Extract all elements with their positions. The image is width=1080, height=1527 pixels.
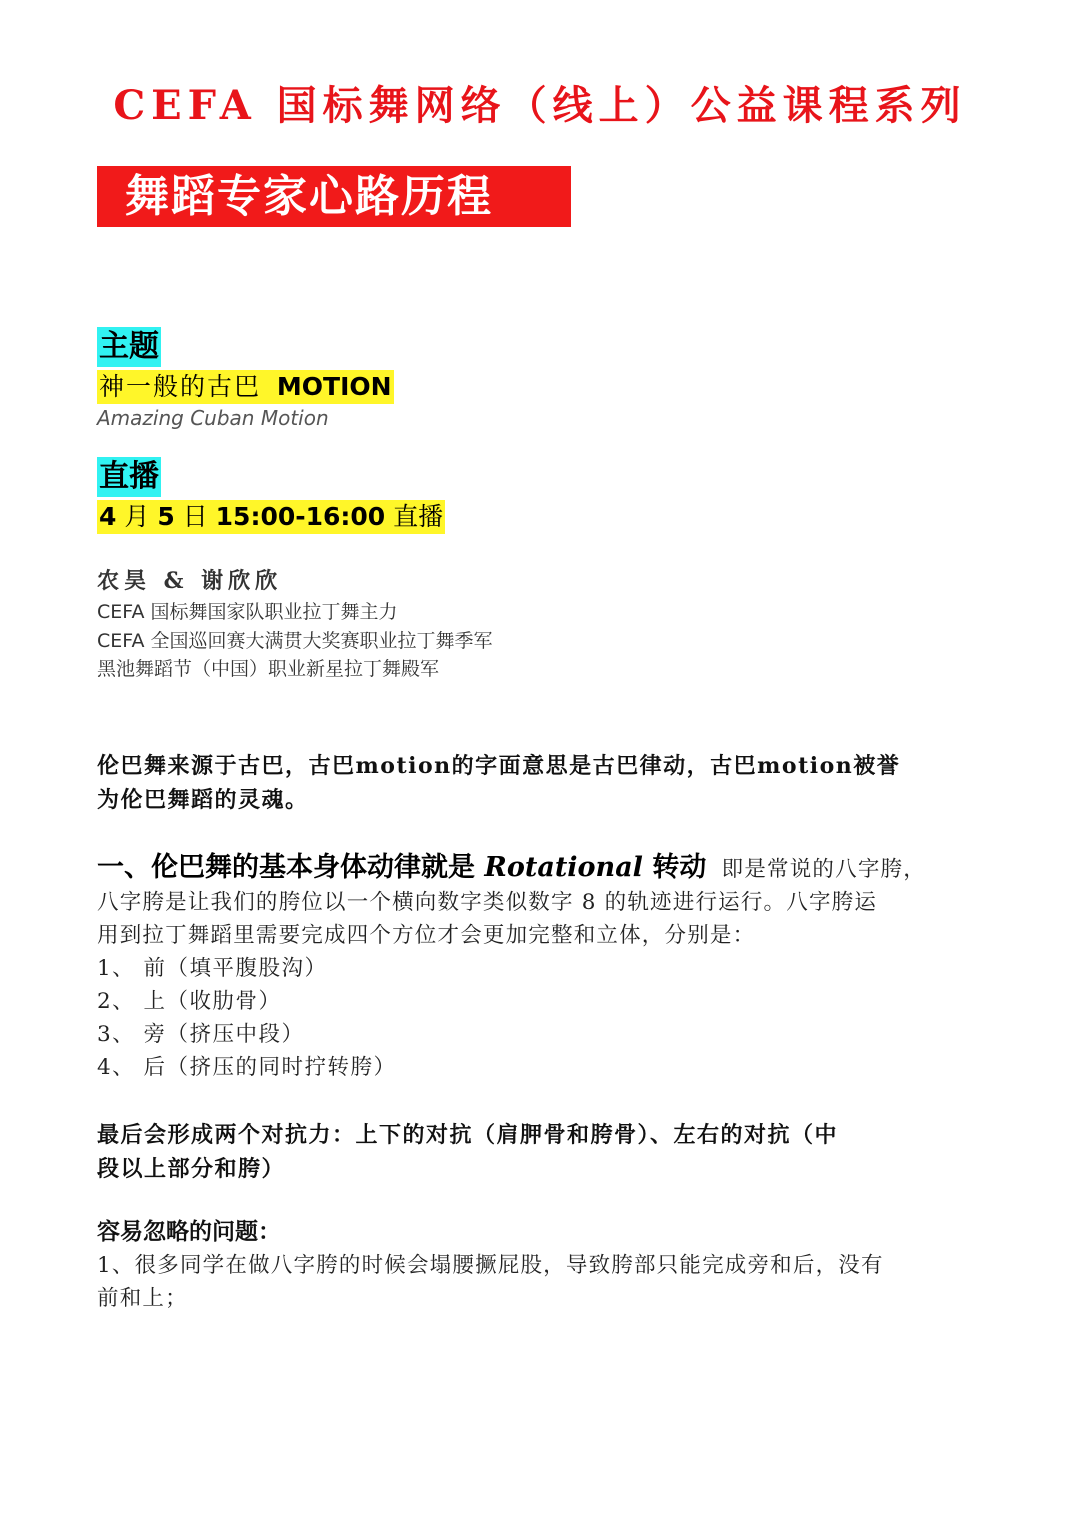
section1-body-line: 八字胯是让我们的胯位以一个横向数字类似数字 8 的轨迹进行运行。八字胯运	[97, 890, 878, 915]
instructor-credentials	[97, 598, 493, 684]
live-time: 15:00-16:00	[215, 502, 386, 531]
issues-heading: 容易忽略的问题：	[97, 1219, 281, 1245]
live-day-unit: 日	[182, 502, 208, 531]
list-item: 1、 前（填平腹股沟）	[97, 956, 328, 981]
topic-title-cn: 神一般的古巴	[99, 372, 262, 401]
list-item: 3、 旁（挤压中段）	[97, 1022, 305, 1047]
issue-item	[97, 1249, 884, 1315]
list-item: 2、 上（收肋骨）	[97, 989, 282, 1014]
topic-title-en: MOTION	[276, 372, 392, 401]
section1-body	[97, 886, 877, 952]
issue-line: 前和上；	[97, 1286, 188, 1311]
credential-line: CEFA 国标舞国家队职业拉丁舞主力	[97, 601, 398, 623]
list-item: 4、 后（挤压的同时拧转胯）	[97, 1055, 397, 1080]
section1-heading-line	[97, 848, 926, 891]
live-month: 4	[99, 502, 117, 531]
intro-line: 为伦巴舞蹈的灵魂。	[97, 787, 309, 813]
live-datetime	[97, 500, 445, 534]
conclusion-paragraph	[97, 1118, 838, 1186]
conclusion-line: 最后会形成两个对抗力：上下的对抗（肩胛骨和胯骨）、左右的对抗（中	[97, 1122, 839, 1148]
topic-label: 主题	[97, 327, 161, 367]
topic-subtitle-en: Amazing Cuban Motion	[97, 406, 329, 430]
section1-heading-suffix: 转动	[652, 852, 707, 883]
live-suffix: 直播	[393, 502, 444, 531]
instructor-names: 农昊 & 谢欣欣	[97, 568, 283, 594]
section1-inline-text: 即是常说的八字胯，	[721, 857, 926, 882]
section1-body-line: 用到拉丁舞蹈里需要完成四个方位才会更加完整和立体，分别是：	[97, 923, 756, 948]
section1-heading-en: Rotational	[484, 852, 643, 883]
section1-heading-prefix: 一、伦巴舞的基本身体动律就是	[97, 852, 475, 883]
banner-title: 舞蹈专家心路历程	[97, 166, 571, 227]
topic-title	[97, 370, 394, 404]
directions-list	[97, 952, 397, 1084]
issue-line: 1、很多同学在做八字胯的时候会塌腰撅屁股，导致胯部只能完成旁和后，没有	[97, 1253, 884, 1278]
credential-line: CEFA 全国巡回赛大满贯大奖赛职业拉丁舞季军	[97, 629, 493, 652]
live-label: 直播	[97, 457, 161, 497]
series-title: CEFA 国标舞网络（线上）公益课程系列	[113, 82, 967, 129]
intro-line: 伦巴舞来源于古巴，古巴motion的字面意思是古巴律动，古巴motion被誉	[97, 753, 901, 779]
intro-paragraph	[97, 749, 900, 817]
credential-line: 黑池舞蹈节（中国）职业新星拉丁舞殿军	[97, 658, 440, 680]
live-month-unit: 月	[124, 502, 150, 531]
conclusion-line: 段以上部分和胯）	[97, 1156, 286, 1182]
section1-heading	[97, 852, 706, 883]
live-day: 5	[157, 502, 175, 531]
